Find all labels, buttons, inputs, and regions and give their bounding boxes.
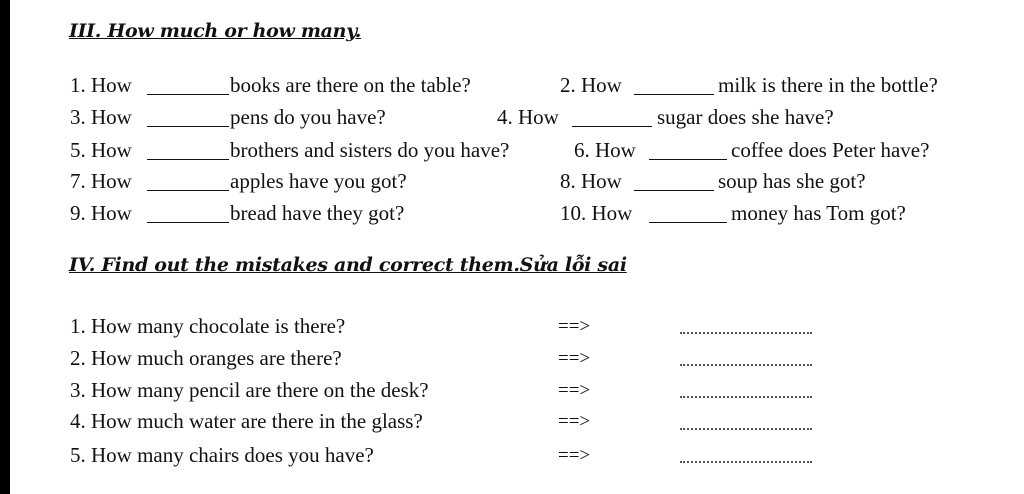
question-text: sugar does she have? [657, 105, 834, 129]
answer-blank[interactable] [634, 190, 714, 191]
question-text: money has Tom got? [731, 201, 906, 225]
question-number: 8. How [560, 169, 622, 193]
answer-blank[interactable] [649, 222, 727, 223]
question-text: books are there on the table? [230, 73, 471, 97]
answer-blank[interactable] [649, 159, 727, 160]
answer-blank[interactable] [572, 126, 652, 127]
worksheet [10, 0, 1024, 494]
question-number: 4. How [497, 105, 559, 129]
question-number: 9. How [70, 201, 132, 225]
question-number: 6. How [574, 138, 636, 162]
question-number: 7. How [70, 169, 132, 193]
question-number: 5. How [70, 138, 132, 162]
correction-line[interactable] [680, 396, 812, 398]
correction-line[interactable] [680, 364, 812, 366]
answer-blank[interactable] [147, 190, 229, 191]
section-3-heading: III. How much or how many. [69, 20, 362, 42]
arrow: ==> [558, 380, 591, 401]
question-text: apples have you got? [230, 169, 407, 193]
question-number: 2. How [560, 73, 622, 97]
answer-blank[interactable] [147, 159, 229, 160]
answer-blank[interactable] [634, 94, 714, 95]
correction-line[interactable] [680, 428, 812, 430]
arrow: ==> [558, 445, 591, 466]
question-text: milk is there in the bottle? [718, 73, 938, 97]
question-number: 3. How [70, 105, 132, 129]
mistake-sentence: 2. How much oranges are there? [70, 346, 342, 370]
answer-blank[interactable] [147, 222, 229, 223]
mistake-sentence: 1. How many chocolate is there? [70, 314, 346, 338]
question-text: coffee does Peter have? [731, 138, 930, 162]
correction-line[interactable] [680, 461, 812, 463]
correction-line[interactable] [680, 332, 812, 334]
answer-blank[interactable] [147, 126, 229, 127]
mistake-sentence: 3. How many pencil are there on the desk? [70, 378, 429, 402]
question-number: 10. How [560, 201, 633, 225]
question-text: soup has she got? [718, 169, 866, 193]
question-text: bread have they got? [230, 201, 405, 225]
arrow: ==> [558, 316, 591, 337]
answer-blank[interactable] [147, 94, 229, 95]
mistake-sentence: 4. How much water are there in the glass? [70, 409, 423, 433]
question-text: pens do you have? [230, 105, 386, 129]
section-4-heading: IV. Find out the mistakes and correct them.Sửa lỗi sai [69, 254, 627, 276]
mistake-sentence: 5. How many chairs does you have? [70, 443, 374, 467]
arrow: ==> [558, 348, 591, 369]
arrow: ==> [558, 411, 591, 432]
question-text: brothers and sisters do you have? [230, 138, 510, 162]
question-number: 1. How [70, 73, 132, 97]
